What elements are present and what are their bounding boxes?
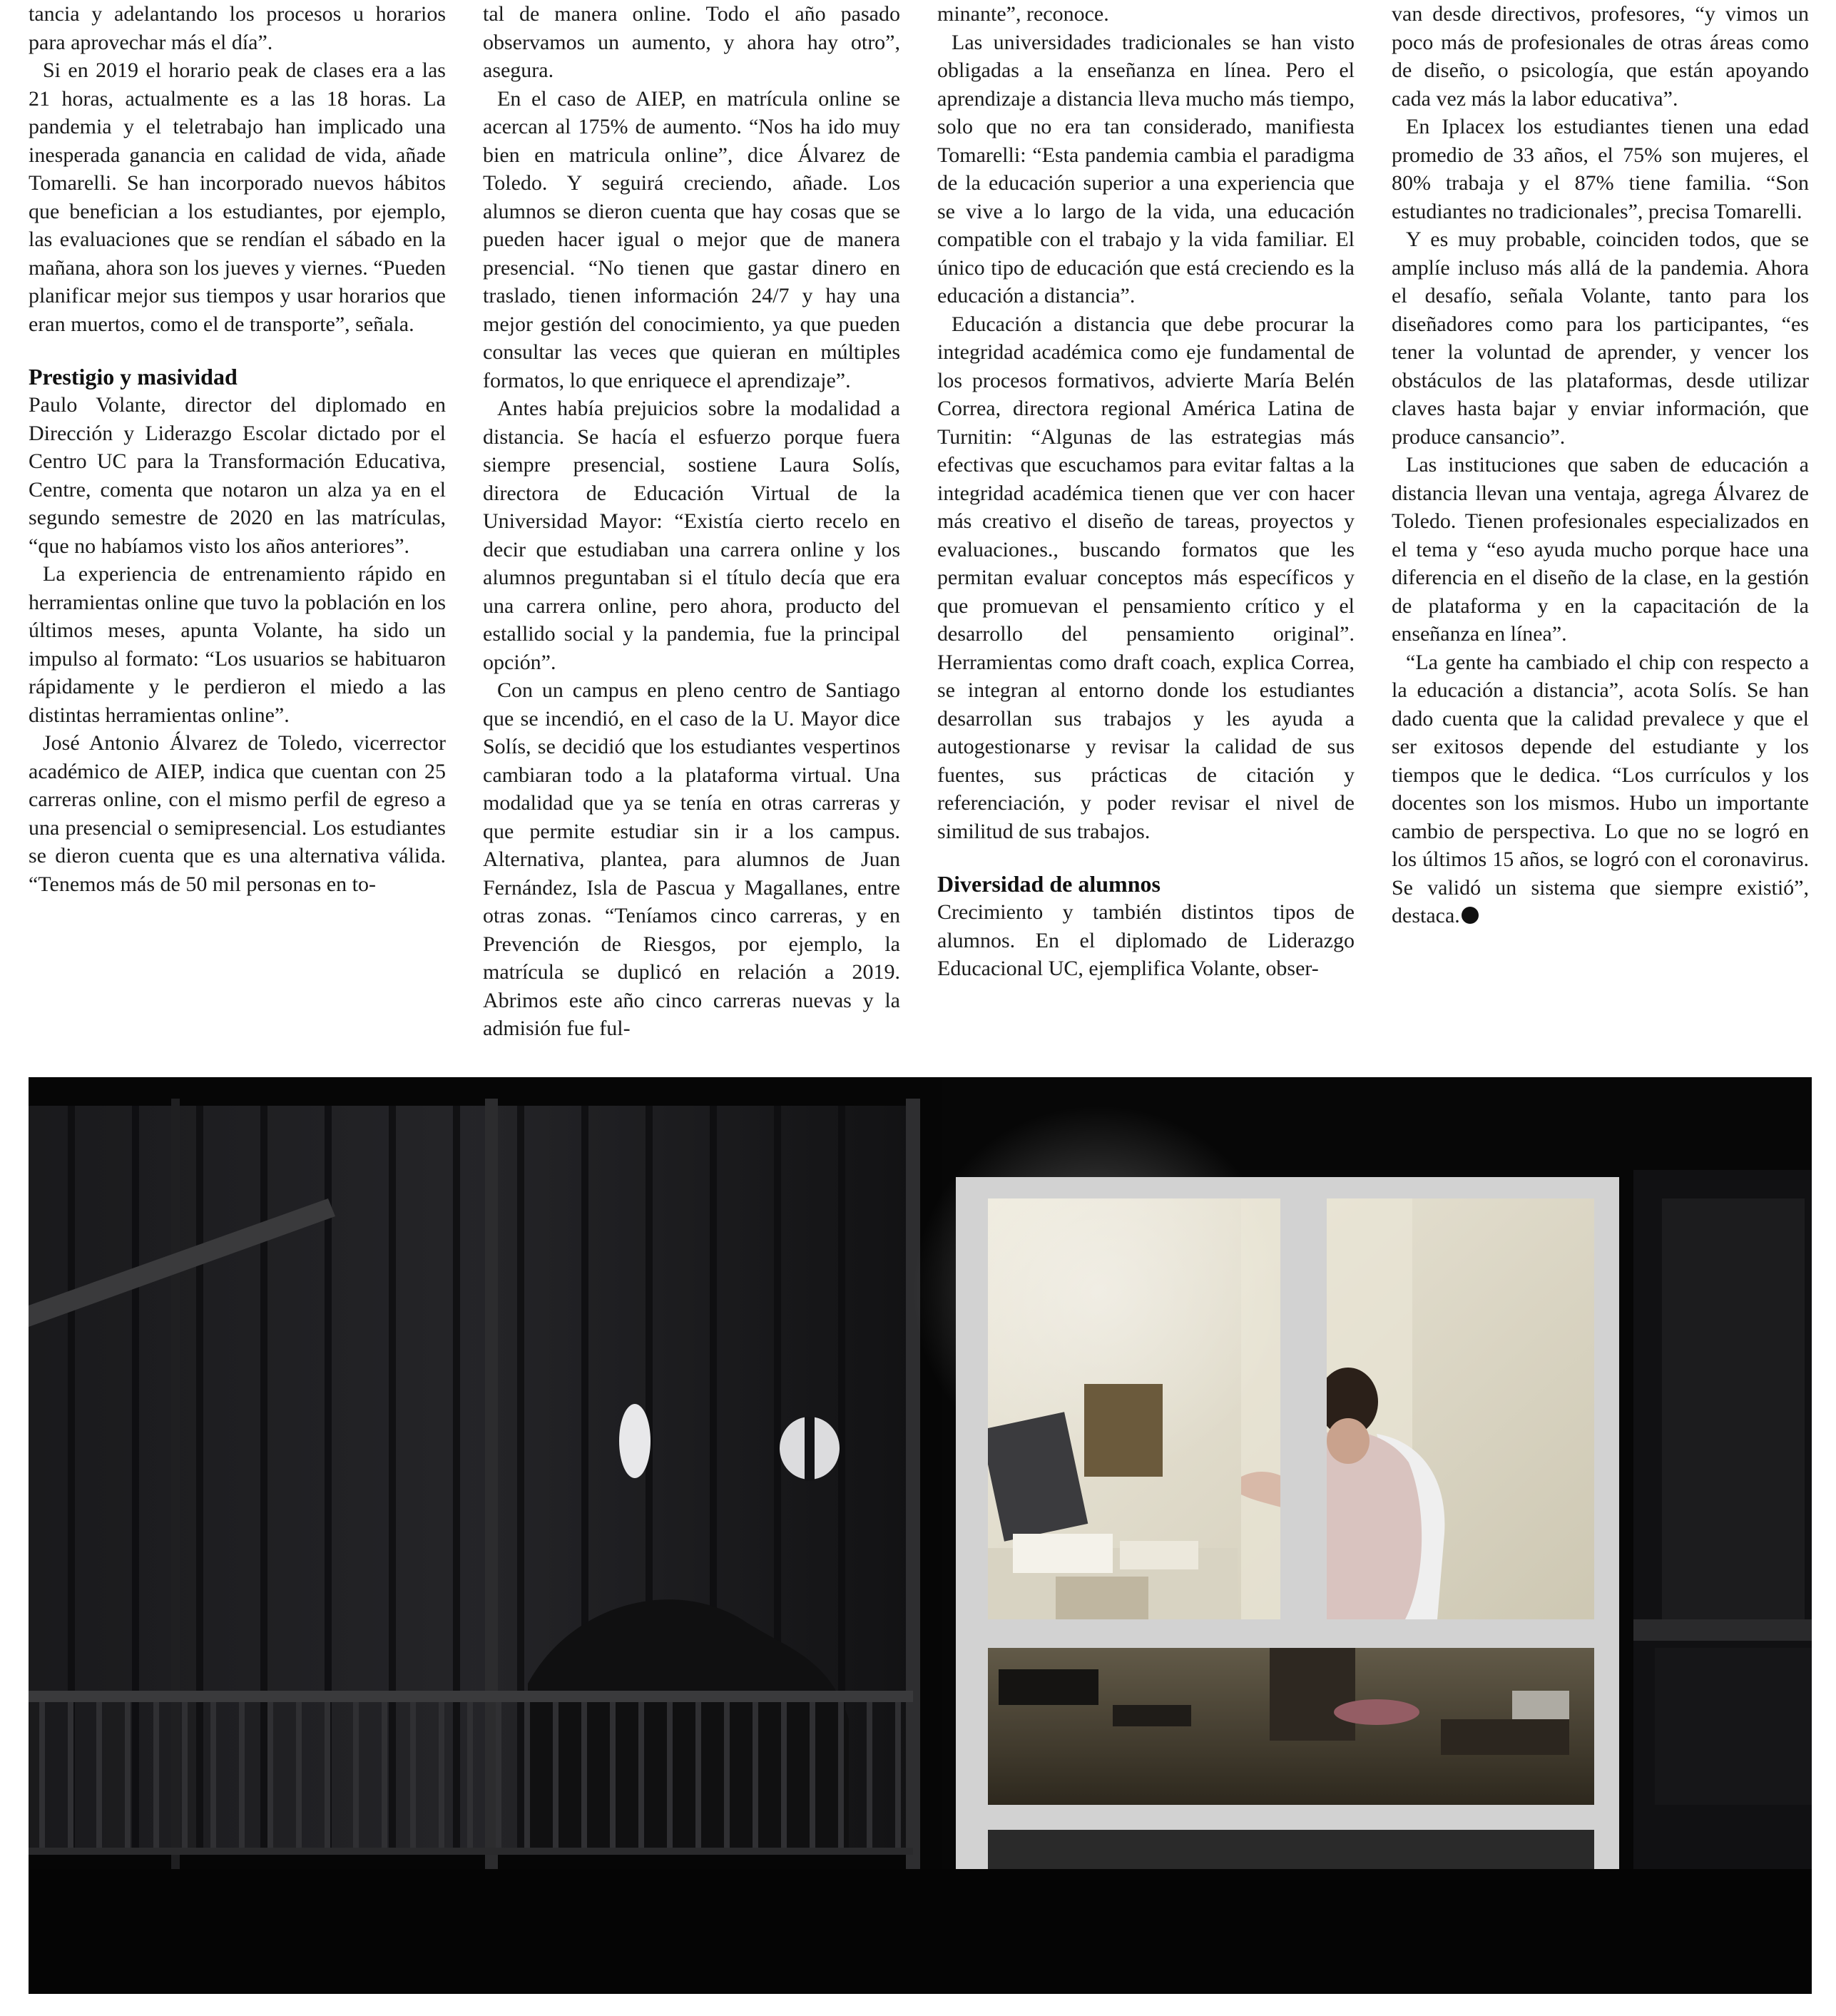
article-column-1 xyxy=(29,0,446,1056)
article-column-2 xyxy=(483,0,900,1056)
article-body xyxy=(29,0,1812,1056)
end-of-article-icon xyxy=(1462,907,1479,924)
paragraph: En Iplacex los estudiantes tienen una edad promedio de 33 años, el 75% son mujeres, el 80% trabaja y el 87% tiene familia. “Son estudiantes no tradicionales”, precisa Tomarelli. xyxy=(1392,115,1809,223)
paragraph: Con un campus en pleno centro de Santiago que se incendió, en el caso de la U. Mayor dice Solís, se decidió que los estudiantes vespertinos cambiaran todo a la plataforma virtual. Una modalidad que ya se tenía en otras carreras y que permite estudiar sin ir a los campus. Alternativa, plantea, para alumnos de Juan Fernández, Isla de Pascua y Magallanes, entre otras zonas. “Teníamos cinco carreras, y en Prevención de Riesgos, por ejemplo, la matrícula se duplicó en relación a 2019. Abrimos este año cinco carreras nuevas y la admisión fue ful- xyxy=(483,678,900,1040)
section-heading-diversidad: Diversidad de alumnos xyxy=(937,871,1161,897)
paragraph-final xyxy=(1392,648,1809,930)
paragraph: Antes había prejuicios sobre la modalidad a distancia. Se hacía el esfuerzo porque fuera siempre presencial, sostiene Laura Solís, directora de Educación Virtual de la Universidad Mayor: “Existía cierto recelo en decir que estudiaban una carrera online y los alumnos preguntaban si el título decía que era una carrera online, pero ahora, producto del estallido social y la pandemia, fue la principal opción”. xyxy=(483,397,900,674)
paragraph: Y es muy probable, coinciden todos, que se amplíe incluso más allá de la pandemia. Ahora el desafío, señala Volante, tanto para los diseñadores como para los participantes, “es tener la voluntad de aprender, y vencer los obstáculos de las plataformas, desde utilizar claves hasta bajar y enviar información, que produce cansancio”. xyxy=(1392,228,1809,449)
paragraph-final-text: “La gente ha cambiado el chip con respecto a la educación a distancia”, acota Solís. Se han dado cuenta que la calidad prevalece y que el ser exitosos depende del estudiante y los tiempos que le dedica. “Los currículos y los docentes son los mismos. Hubo un importante cambio de perspectiva. Lo que no se logró en los últimos 15 años, se logró con el coronavirus. Se validó un sistema que siempre existió”, destaca. xyxy=(1392,650,1809,927)
paragraph: La experiencia de entrenamiento rápido en herramientas online que tuvo la población en los últimos meses, apunta Volante, ha sido un impulso al formato: “Los usuarios se habituaron rápidamente y le perdieron el miedo a las distintas herramientas online”. xyxy=(29,562,446,727)
paragraph: Las universidades tradicionales se han visto obligadas a la enseñanza en línea. Pero el aprendizaje a distancia lleva mucho más tiempo, solo que no era tan considerado, manifiesta Tomarelli: “Esta pandemia cambia el paradigma de la educación superior a una experiencia que se vive a lo largo de la vida, una educación compatible con el trabajo y la vida familiar. El único tipo de educación que está creciendo es la educación a distancia”. xyxy=(937,30,1355,307)
paragraph: van desde directivos, profesores, “y vimos un poco más de profesionales de otras áreas como de diseño, o psicología, que están apoyando cada vez más la labor educativa”. xyxy=(1392,2,1809,111)
article-column-3 xyxy=(937,0,1355,1056)
paragraph: Paulo Volante, director del diplomado en Dirección y Liderazgo Escolar dictado por el Centro UC para la Transformación Educativa, Centre, comenta que notaron un alza ya en el segundo semestre de 2020 en las matrículas, “que no habíamos visto los años anteriores”. xyxy=(29,393,446,558)
paragraph: Educación a distancia que debe procurar la integridad académica como eje fundamental de los procesos formativos, advierte María Belén Correa, directora regional América Latina de Turnitin: “Algunas de las estrategias más efectivas que escuchamos para evitar faltas a la integridad académica tienen que ver con hacer más creativo el diseño de tareas, proyectos y evaluaciones., buscando formatos que les permitan evaluar conceptos más específicos y que promuevan el pensamiento crítico y el desarrollo del pensamiento original”. Herramientas como draft coach, explica Correa, se integran al entorno donde los estudiantes desarrollan sus trabajos y les ayuda a autogestionarse y revisar la calidad de sus fuentes, sus prácticas de citación y referenciación, y poder revisar el nivel de similitud de sus trabajos. xyxy=(937,312,1355,843)
paragraph: José Antonio Álvarez de Toledo, vicerrector académico de AIEP, indica que cuentan con 25 carreras online, con el mismo perfil de egreso a una presencial o semipresencial. Los estudiantes se dieron cuenta que es una alternativa válida. “Tenemos más de 50 mil personas en to- xyxy=(29,731,446,896)
paragraph: Si en 2019 el horario peak de clases era a las 21 horas, actualmente es a las 18 horas. La pandemia y el teletrabajo han implicado una inesperada ganancia en calidad de vida, añade Tomarelli. Se han incorporado nuevos hábitos que benefician a los estudiantes, por ejemplo, las evaluaciones que se rendían el sábado en la mañana, ahora son los jueves y viernes. “Pueden planificar mejor sus tiempos y usar horarios que eran muertos, como el de transporte”, señala. xyxy=(29,58,446,336)
paragraph: tancia y adelantando los procesos u horarios para aprovechar más el día”. xyxy=(29,2,446,54)
paragraph: Las instituciones que saben de educación a distancia llevan una ventaja, agrega Álvarez de Toledo. Tienen profesionales especializados en el tema y “eso ayuda mucho porque hace una diferencia en el diseño de la clase, en la gestión de plataforma y en la capacitación de la enseñanza en línea”. xyxy=(1392,453,1809,646)
paragraph: En el caso de AIEP, en matrícula online se acercan al 175% de aumento. “Nos ha ido muy bien en matricula online”, dice Álvarez de Toledo. Y seguirá creciendo, añade. Los alumnos se dieron cuenta que hay cosas que se pueden hacer igual o mejor que de manera presencial. “No tienen que gastar dinero en traslado, tienen información 24/7 y hay una mejor gestión del conocimiento, ya que pueden consultar las veces que quieran en múltiples formatos, lo que enriquece el aprendizaje”. xyxy=(483,86,900,392)
paragraph: tal de manera online. Todo el año pasado observamos un aumento, y ahora hay otro”, asegura. xyxy=(483,2,900,82)
night-window-student-studying-photo xyxy=(29,1077,1812,1994)
paragraph: minante”, reconoce. xyxy=(937,2,1109,26)
paragraph: Crecimiento y también distintos tipos de alumnos. En el diplomado de Liderazgo Educacional UC, ejemplifica Volante, obser- xyxy=(937,900,1355,980)
article-column-4 xyxy=(1392,0,1809,1056)
section-heading-prestigio: Prestigio y masividad xyxy=(29,364,238,390)
